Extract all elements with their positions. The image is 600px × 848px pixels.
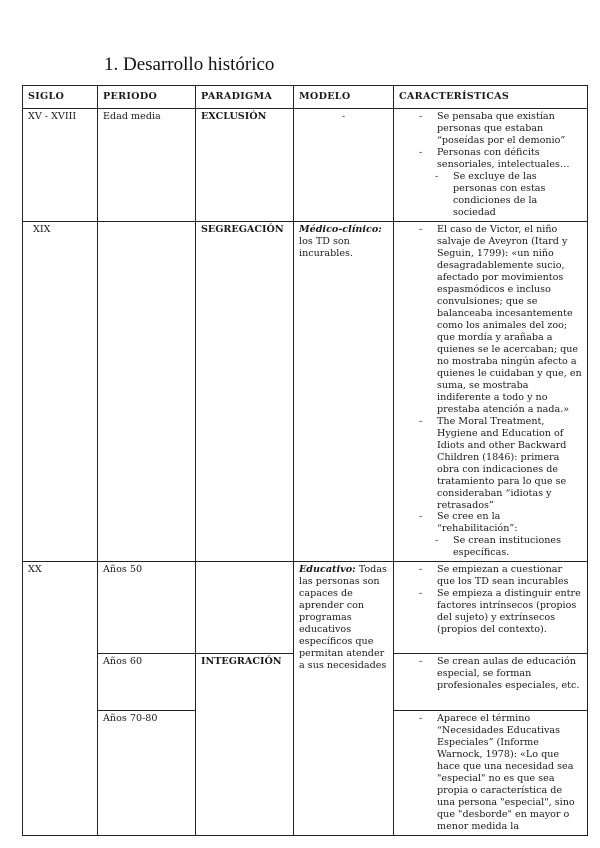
cell-paradigma: INTEGRACIÓN: [196, 654, 294, 836]
cell-paradigma: SEGREGACIÓN: [196, 221, 294, 562]
cell-modelo: -: [294, 109, 394, 222]
cell-caracteristicas: [394, 221, 588, 562]
cell-paradigma: EXCLUSIÓN: [196, 109, 294, 222]
cell-caracteristicas: [394, 654, 588, 711]
modelo-title: Educativo:: [299, 564, 356, 576]
cell-siglo: XX: [23, 562, 98, 836]
cell-modelo: [294, 562, 394, 836]
cell-periodo: Años 50: [98, 562, 196, 654]
modelo-text: los TD son incurables.: [299, 235, 353, 259]
cell-siglo: XV - XVIII: [23, 109, 98, 222]
table-row: [23, 562, 588, 654]
list-item: - Se cree en la “rehabilitación”:: [419, 511, 582, 535]
history-table: [22, 85, 588, 836]
cell-siglo: XIX: [23, 221, 98, 562]
sub-list-item: - Se excluye de las personas con estas condiciones de la sociedad: [435, 171, 582, 219]
sub-list-item: - Se crean instituciones específicas.: [435, 535, 582, 559]
list-item: - Se pensaba que existían personas que estaban “poseídas por el demonio”: [419, 111, 582, 147]
list-item: - El caso de Victor, el niño salvaje de Aveyron (Itard y Seguin, 1799): «un niño desagradablemente sucio, afectado por movimientos espasmódicos e incluso convulsiones; que se balanceaba incesantemente como los animales del zoo; que mordía y arañaba a quienes se le acercaban; que no mostraba ningún afecto a quienes le cuidaban y que, en suma, se mostraba indiferente a todo y no prestaba atención a nada.»: [419, 224, 582, 416]
modelo-title: Médico-clínico:: [299, 223, 382, 235]
header-paradigma: PARADIGMA: [196, 86, 294, 109]
cell-periodo: [98, 221, 196, 562]
list-item: - Se empieza a distinguir entre factores intrínsecos (propios del sujeto) y extrínsecos (propios del contexto).: [419, 588, 582, 636]
cell-paradigma: [196, 562, 294, 654]
modelo-text: Todas las personas son capaces de aprender con programas educativos específicos que permitan atender a sus necesidades: [299, 564, 387, 672]
header-caracteristicas: CARACTERÍSTICAS: [394, 86, 588, 109]
page-title: 1. Desarrollo histórico: [104, 54, 275, 75]
cell-periodo: Edad media: [98, 109, 196, 222]
list-item: - Se crean aulas de educación especial, se forman profesionales especiales, etc.: [419, 656, 582, 692]
list-item: - Personas con déficits sensoriales, intelectuales…: [419, 147, 582, 171]
cell-periodo: Años 60: [98, 654, 196, 711]
header-periodo: PERIODO: [98, 86, 196, 109]
cell-caracteristicas: [394, 711, 588, 836]
list-item: - The Moral Treatment, Hygiene and Education of Idiots and other Backward Children (1846): primera obra con indicaciones de tratamiento para lo que se consideraban “idiotas y retrasados”: [419, 416, 582, 512]
table-row: [23, 221, 588, 562]
table-row: [23, 109, 588, 222]
cell-caracteristicas: [394, 562, 588, 654]
cell-periodo: Años 70-80: [98, 711, 196, 836]
header-row: [23, 86, 588, 109]
list-item: - Aparece el término “Necesidades Educativas Especiales” (Informe Warnock, 1978): «Lo que hace que una necesidad sea "especial" no es que sea propia o característica de una persona "especial", sino que "desborde" en mayor o menor medida la: [419, 713, 582, 833]
header-siglo: SIGLO: [23, 86, 98, 109]
cell-modelo: [294, 221, 394, 562]
header-modelo: MODELO: [294, 86, 394, 109]
cell-caracteristicas: [394, 109, 588, 222]
list-item: - Se empiezan a cuestionar que los TD sean incurables: [419, 564, 582, 588]
